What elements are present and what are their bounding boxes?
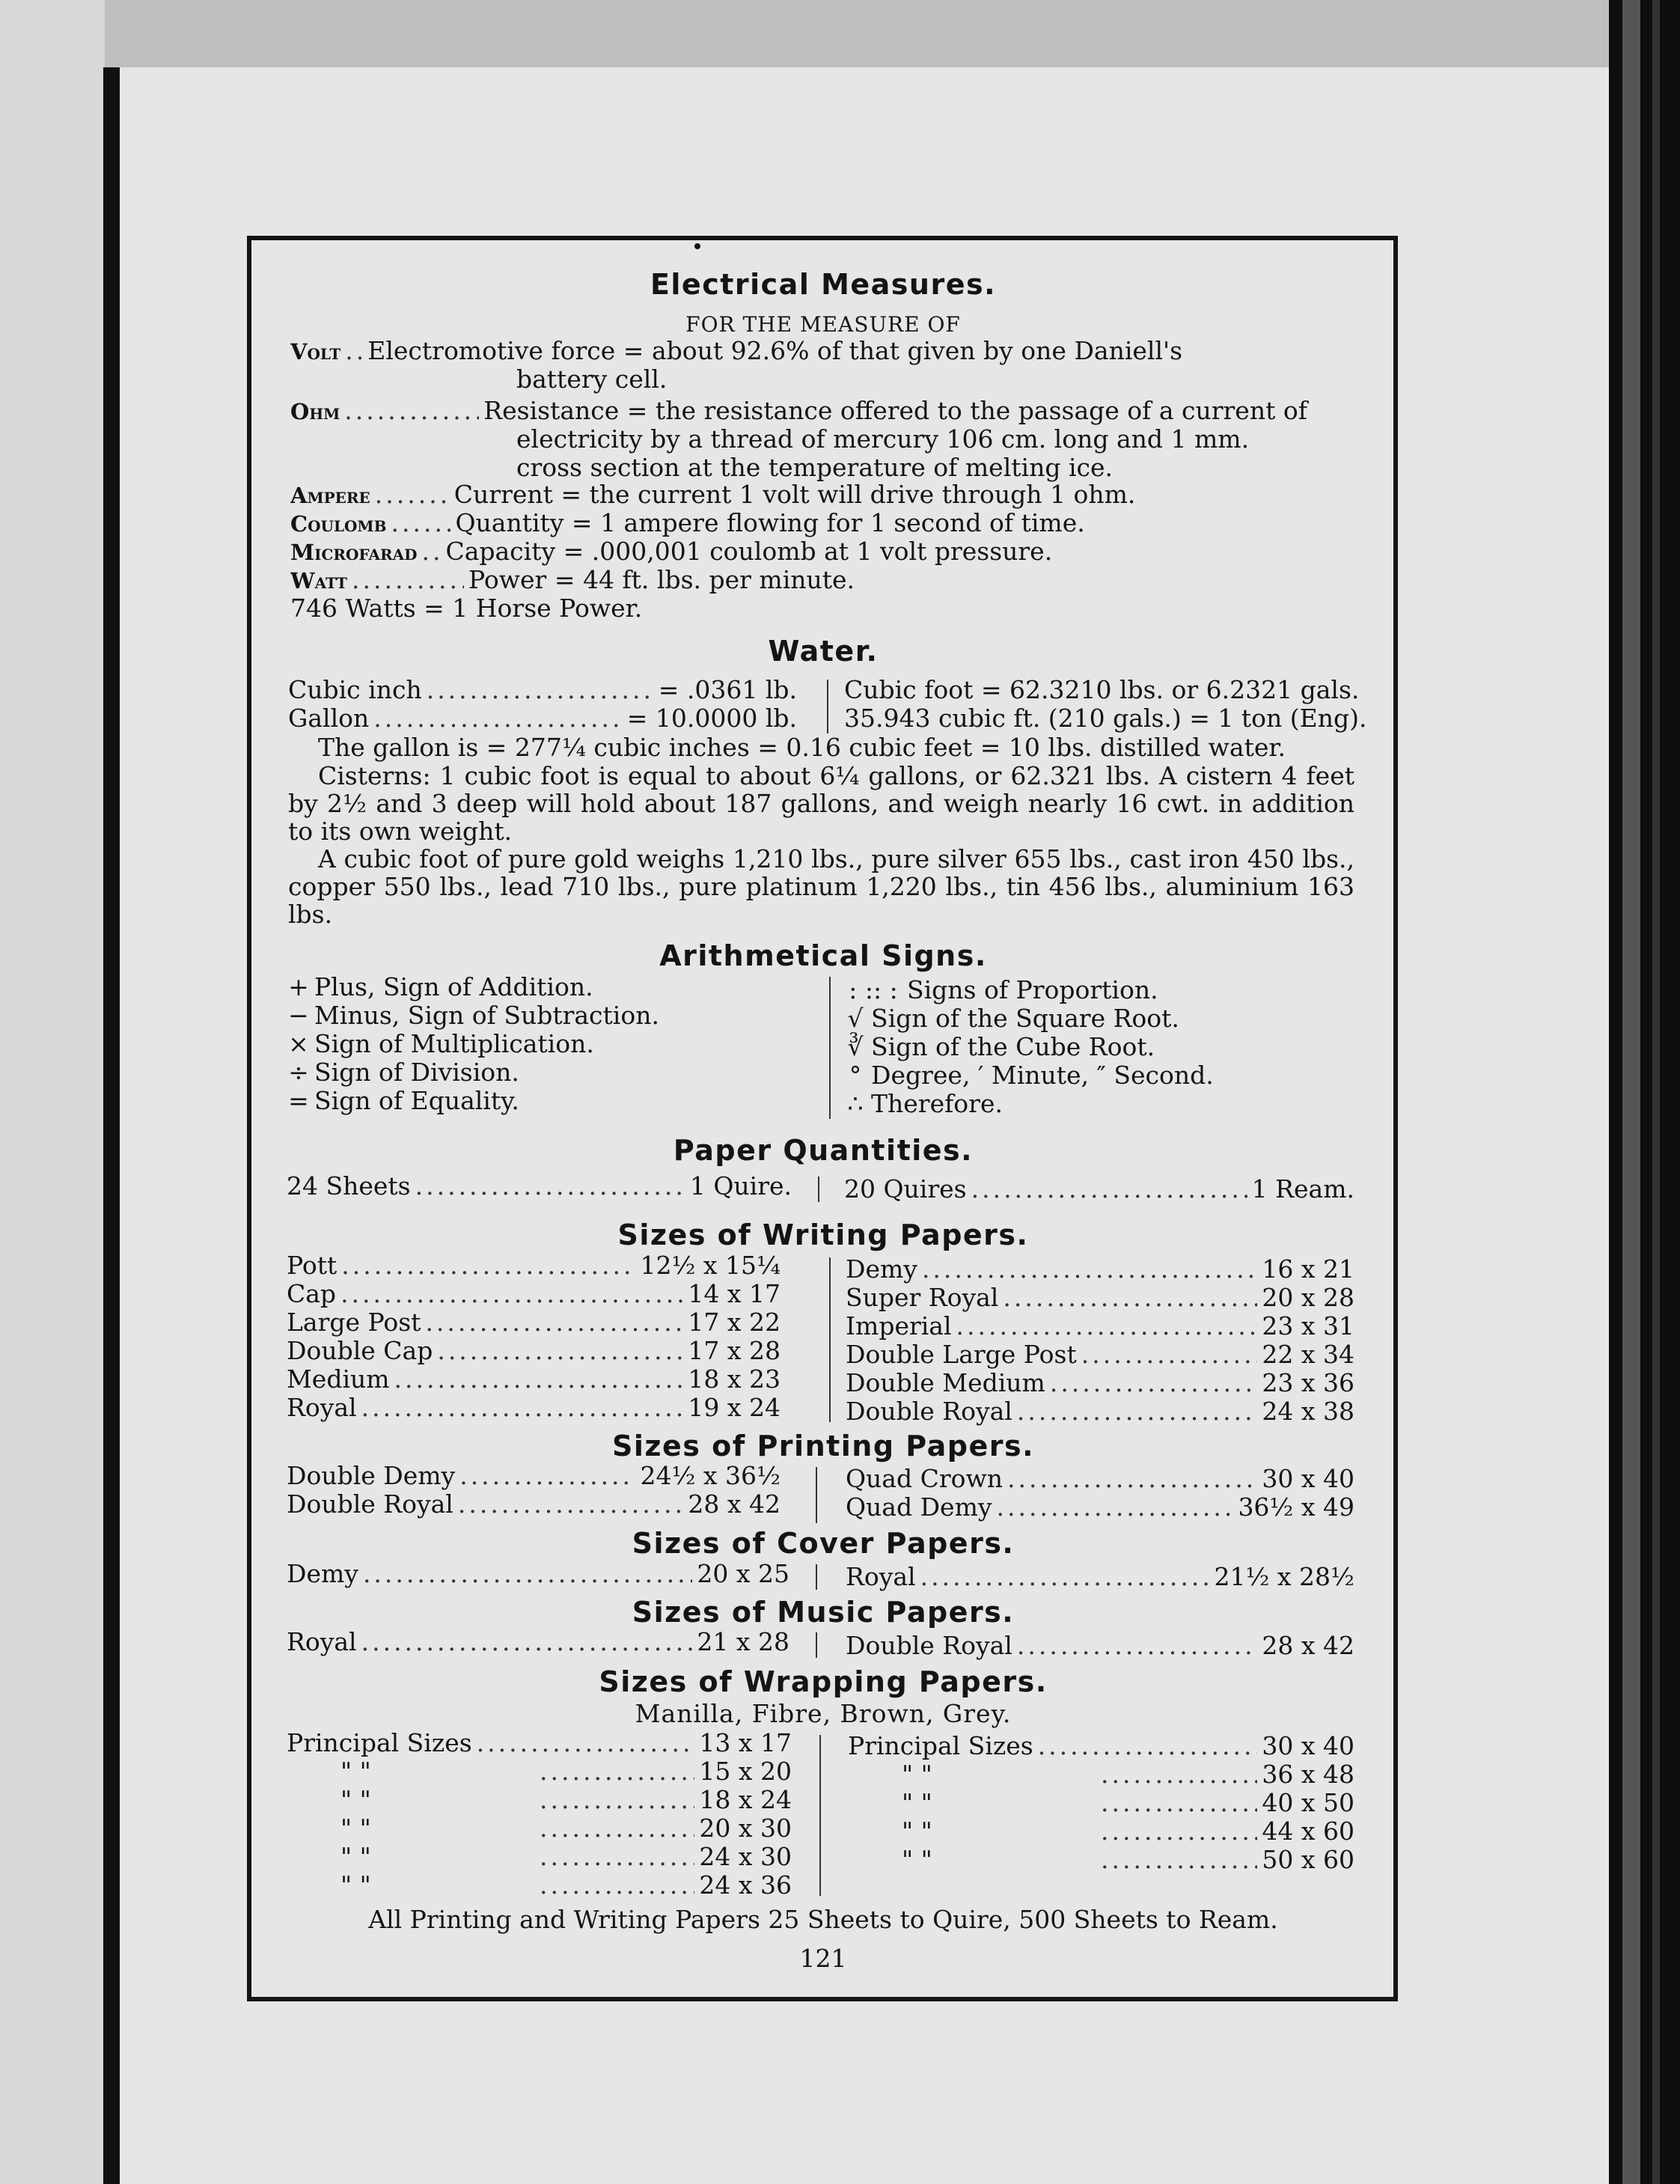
ditto-mark: " ": [902, 1760, 932, 1789]
unit-label: Volt: [290, 339, 341, 364]
wrapping-size: 44 x 60: [1262, 1817, 1354, 1846]
wrapping-size: 15 x 20: [699, 1757, 792, 1786]
unit-ampere: [290, 481, 1353, 510]
paper-row: [846, 1255, 1354, 1284]
sign-square-root: [840, 1004, 1179, 1033]
paper-size: 19 x 24: [688, 1394, 781, 1422]
wrapping-row: [287, 1871, 792, 1900]
water-right-1: Cubic foot = 62.3210 lbs. or 6.2321 gals.: [844, 676, 1360, 704]
cover-heading: Sizes of Cover Papers.: [632, 1527, 1015, 1560]
paper-size: 23 x 36: [1262, 1369, 1354, 1397]
wrapping-row: [287, 1786, 792, 1814]
paper-size: 28 x 42: [688, 1490, 781, 1519]
paper-size: 22 x 34: [1262, 1340, 1354, 1369]
paper-row: [846, 1340, 1354, 1369]
sign-minus: [283, 1001, 659, 1030]
paper-size: 20 x 25: [697, 1560, 789, 1588]
sign-text: Sign of Equality.: [314, 1086, 519, 1115]
paper-row: [287, 1628, 789, 1656]
paper-row: [846, 1397, 1354, 1426]
paper-row: [846, 1493, 1354, 1522]
unit-definition: Quantity = 1 ampere flowing for 1 second of time.: [455, 509, 1085, 537]
sign-text: Sign of Division.: [314, 1058, 519, 1087]
paper-name: Quad Crown: [846, 1465, 1003, 1493]
paper-name: Demy: [287, 1560, 358, 1588]
water-value: = .0361 lb.: [658, 676, 797, 704]
paper-name: Demy: [846, 1255, 917, 1284]
water-heading: Water.: [768, 635, 879, 668]
wrapping-size: 40 x 50: [1262, 1789, 1354, 1817]
unit-microfarad: [290, 537, 1353, 567]
quantity-row: [287, 1172, 792, 1201]
wrapping-label: Principal Sizes: [848, 1732, 1033, 1760]
printer-dot: [694, 243, 700, 249]
paper-size: 30 x 40: [1262, 1465, 1354, 1493]
paper-size: 20 x 28: [1262, 1284, 1354, 1312]
wrapping-size: 50 x 60: [1262, 1846, 1354, 1874]
unit-volt: [290, 337, 1353, 366]
unit-definition: Capacity = .000,001 coulomb at 1 volt pressure.: [445, 537, 1053, 566]
wrapping-size: 18 x 24: [699, 1786, 792, 1814]
paper-size: 28 x 42: [1262, 1632, 1354, 1660]
quantity-row: [844, 1175, 1354, 1204]
electrical-subheading: FOR THE MEASURE OF: [685, 312, 961, 337]
paper-size: 17 x 22: [688, 1308, 781, 1337]
ditto-mark: " ": [340, 1757, 371, 1786]
column-divider: [827, 680, 828, 733]
sign-symbol: +: [288, 972, 309, 1001]
sign-symbol: : :: :: [849, 975, 898, 1004]
sign-divide: [283, 1058, 519, 1087]
water-row: [288, 676, 797, 704]
column-divider: [816, 1467, 817, 1523]
unit-definition: Current = the current 1 volt will drive through 1 ohm.: [453, 481, 1136, 509]
unit-coulomb: [290, 509, 1353, 538]
paper-size: 21½ x 28½: [1214, 1563, 1354, 1591]
sign-equal: [283, 1087, 519, 1115]
paper-size: 18 x 23: [688, 1365, 781, 1394]
wrapping-size: 24 x 30: [699, 1843, 792, 1871]
paper-row: [287, 1490, 781, 1519]
paper-row: [287, 1251, 781, 1280]
unit-label: Ampere: [290, 483, 370, 508]
metals-note: A cubic foot of pure gold weighs 1,210 lbs., pure silver 655 lbs., cast iron 450 lbs., copper 550 lbs., lead 710 lbs., pure platinum 1,220 lbs., tin 456 lbs., aluminium 163 lbs.: [288, 844, 1354, 929]
wrapping-row: [848, 1760, 1354, 1789]
paper-name: Double Royal: [846, 1397, 1012, 1426]
unit-label: Coulomb: [290, 511, 387, 537]
wrapping-row: [287, 1814, 792, 1843]
horsepower-note: 746 Watts = 1 Horse Power.: [290, 594, 643, 623]
wrapping-row: [287, 1843, 792, 1871]
page-number: 121: [799, 1944, 847, 1973]
wrapping-row: [848, 1732, 1354, 1760]
sign-therefore: [840, 1090, 1003, 1118]
sign-text: Sign of the Cube Root.: [871, 1032, 1155, 1061]
paper-size: 23 x 31: [1262, 1312, 1354, 1340]
sign-symbol: ×: [288, 1029, 309, 1058]
ditto-mark: " ": [340, 1786, 371, 1814]
paper-size: 14 x 17: [688, 1280, 781, 1308]
scan-right-margin: [1609, 0, 1680, 2184]
electrical-heading: Electrical Measures.: [650, 268, 997, 301]
printing-heading: Sizes of Printing Papers.: [611, 1430, 1035, 1462]
sign-degree: [840, 1061, 1214, 1090]
paper-size: 24 x 38: [1262, 1397, 1354, 1426]
unit-label: Microfarad: [290, 540, 418, 565]
column-divider: [829, 977, 831, 1119]
unit-definition: Power = 44 ft. lbs. per minute.: [468, 566, 855, 594]
sign-text: Signs of Proportion.: [907, 975, 1158, 1004]
ditto-mark: " ": [340, 1814, 371, 1843]
ditto-mark: " ": [340, 1843, 371, 1871]
wrapping-size: 24 x 36: [699, 1871, 792, 1900]
water-label: Cubic inch: [288, 676, 422, 704]
book-edge-strip-inner: [1652, 0, 1660, 2184]
ditto-mark: " ": [902, 1846, 932, 1874]
quantity-label: 24 Sheets: [287, 1172, 411, 1201]
paper-size: 21 x 28: [697, 1628, 789, 1656]
wrapping-row: [287, 1729, 792, 1757]
ditto-mark: " ": [902, 1817, 932, 1846]
sign-text: Sign of the Square Root.: [871, 1004, 1179, 1033]
column-divider: [816, 1564, 817, 1590]
unit-label: Ohm: [290, 399, 340, 424]
paper-quantities-heading: Paper Quantities.: [673, 1134, 974, 1167]
sign-text: Minus, Sign of Subtraction.: [314, 1001, 659, 1030]
paper-name: Super Royal: [846, 1284, 999, 1312]
paper-row: [287, 1462, 781, 1490]
wrapping-size: 13 x 17: [699, 1729, 792, 1757]
paper-name: Cap: [287, 1280, 337, 1308]
paper-name: Double Large Post: [846, 1340, 1077, 1369]
sign-text: Therefore.: [871, 1089, 1003, 1118]
paper-row: [287, 1337, 781, 1365]
unit-watt: [290, 566, 1353, 595]
paper-name: Imperial: [846, 1312, 952, 1340]
paper-row: [846, 1563, 1354, 1591]
paper-row: [846, 1284, 1354, 1312]
sign-text: Sign of Multiplication.: [314, 1029, 594, 1058]
paper-name: Royal: [287, 1628, 357, 1656]
paper-name: Double Medium: [846, 1369, 1045, 1397]
paper-name: Royal: [287, 1394, 357, 1422]
column-divider: [819, 1735, 821, 1896]
sign-symbol: ∛: [847, 1032, 864, 1061]
sign-symbol: √: [847, 1004, 864, 1033]
paper-row: [287, 1280, 781, 1308]
paper-row: [287, 1365, 781, 1394]
ditto-mark: " ": [340, 1871, 371, 1900]
book-edge-strip: [1622, 0, 1640, 2184]
paper-row: [846, 1632, 1354, 1660]
sign-symbol: ÷: [288, 1058, 309, 1087]
paper-row: [287, 1394, 781, 1422]
sign-text: Degree, ′ Minute, ″ Second.: [871, 1061, 1214, 1090]
paper-row: [287, 1560, 789, 1588]
paper-size: 24½ x 36½: [640, 1462, 781, 1490]
sign-plus: [283, 973, 593, 1001]
quantity-label: 20 Quires: [844, 1175, 967, 1204]
water-right-2: 35.943 cubic ft. (210 gals.) = 1 ton (Eng).: [844, 704, 1367, 733]
sign-text: Plus, Sign of Addition.: [314, 972, 593, 1001]
unit-label: Watt: [290, 568, 348, 594]
column-divider: [818, 1177, 819, 1202]
paper-size: 36½ x 49: [1238, 1493, 1354, 1522]
paper-name: Double Royal: [846, 1632, 1012, 1660]
sign-cube-root: [840, 1033, 1155, 1061]
paper-name: Double Demy: [287, 1462, 456, 1490]
paper-row: [846, 1465, 1354, 1493]
wrapping-size: 30 x 40: [1262, 1732, 1354, 1760]
water-value: = 10.0000 lb.: [626, 704, 797, 733]
paper-name: Pott: [287, 1251, 337, 1280]
water-row: [288, 704, 797, 733]
sign-symbol: ∴: [847, 1089, 864, 1118]
wrapping-subheading: Manilla, Fibre, Brown, Grey.: [635, 1699, 1012, 1728]
quantity-value: 1 Quire.: [689, 1172, 792, 1201]
wrapping-label: Principal Sizes: [287, 1729, 472, 1757]
paper-row: [846, 1312, 1354, 1340]
sign-multiply: [283, 1030, 594, 1058]
sign-symbol: −: [288, 1001, 309, 1030]
paper-name: Double Cap: [287, 1337, 433, 1365]
paper-size: 17 x 28: [688, 1337, 781, 1365]
gallon-note: The gallon is = 277¼ cubic inches = 0.16 cubic feet = 10 lbs. distilled water.: [318, 733, 1286, 762]
paper-name: Medium: [287, 1365, 390, 1394]
unit-definition: Electromotive force = about 92.6% of that given by one Daniell's: [367, 337, 1183, 365]
unit-ohm-cont2: cross section at the temperature of melting ice.: [516, 454, 1113, 482]
sign-proportion: [840, 976, 1158, 1004]
scan-left-margin: [0, 0, 105, 2184]
water-label: Gallon: [288, 704, 370, 733]
wrapping-size: 20 x 30: [699, 1814, 792, 1843]
quantity-value: 1 Ream.: [1251, 1175, 1354, 1204]
ditto-mark: " ": [902, 1789, 932, 1817]
wrapping-size: 36 x 48: [1262, 1760, 1354, 1789]
wrapping-row: [287, 1757, 792, 1786]
paper-name: Large Post: [287, 1308, 421, 1337]
paper-name: Royal: [846, 1563, 916, 1591]
book-spine-edge: [103, 67, 120, 2184]
wrapping-row: [848, 1789, 1354, 1817]
music-heading: Sizes of Music Papers.: [632, 1596, 1015, 1629]
paper-size: 16 x 21: [1262, 1255, 1354, 1284]
unit-definition: Resistance = the resistance offered to the passage of a current of: [483, 397, 1307, 425]
sign-symbol: =: [288, 1086, 309, 1115]
paper-name: Quad Demy: [846, 1493, 992, 1522]
wrapping-row: [848, 1846, 1354, 1874]
cisterns-note: Cisterns: 1 cubic foot is equal to about 6¼ gallons, or 62.321 lbs. A cistern 4 feet by 2½ and 3 deep will hold about 187 gallons, and weigh nearly 16 cwt. in addition to its own weight.: [288, 761, 1354, 846]
paper-size: 12½ x 15¼: [640, 1251, 781, 1280]
unit-ohm-cont1: electricity by a thread of mercury 106 cm. long and 1 mm.: [516, 425, 1250, 454]
sign-symbol: °: [849, 1061, 862, 1090]
writing-heading: Sizes of Writing Papers.: [617, 1218, 1029, 1251]
column-divider: [816, 1632, 817, 1658]
wrapping-heading: Sizes of Wrapping Papers.: [599, 1665, 1048, 1698]
unit-volt-cont: battery cell.: [516, 365, 668, 394]
column-divider: [829, 1257, 831, 1422]
unit-ohm: [290, 397, 1353, 426]
paper-row: [287, 1308, 781, 1337]
arithmetic-heading: Arithmetical Signs.: [659, 939, 987, 972]
paper-name: Double Royal: [287, 1490, 453, 1519]
footer-note: All Printing and Writing Papers 25 Sheets to Quire, 500 Sheets to Ream.: [368, 1905, 1278, 1934]
wrapping-row: [848, 1817, 1354, 1846]
paper-row: [846, 1369, 1354, 1397]
